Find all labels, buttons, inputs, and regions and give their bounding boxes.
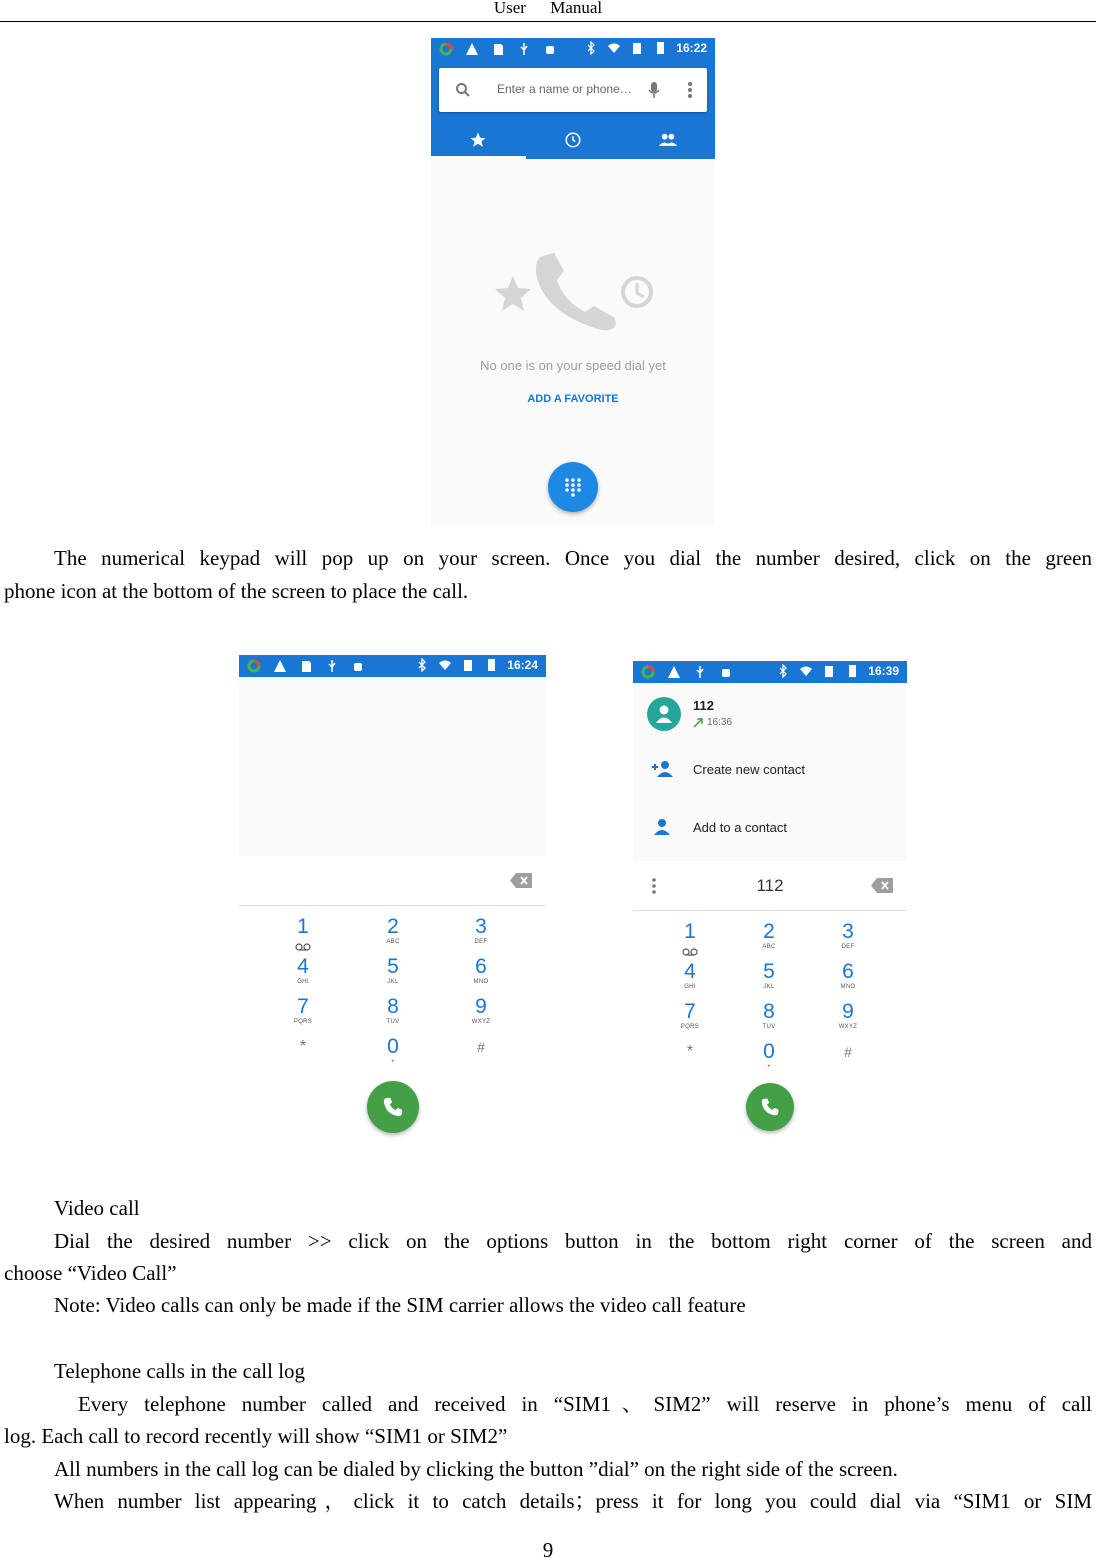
wifi-icon: [607, 41, 621, 55]
wifi-icon: [438, 658, 452, 672]
call-log-line4: When number list appearing，click it to catch details；press it for long you could dial via “SIM1 or SIM: [54, 1489, 1092, 1513]
avatar: [647, 697, 681, 731]
key-hash[interactable]: #: [477, 1039, 485, 1055]
sd-card-icon: [491, 42, 505, 56]
empty-speed-dial-illustration: [491, 248, 661, 348]
app-notification-icon: [439, 42, 453, 56]
key-4[interactable]: 4 GHI: [684, 960, 696, 990]
key-1[interactable]: 1: [273, 916, 333, 956]
outgoing-call-icon: [693, 718, 703, 728]
status-bar: [431, 38, 715, 60]
dialed-number: 112: [756, 876, 784, 895]
header-left: User: [493, 0, 526, 17]
no-sim-icon: [461, 658, 475, 672]
key-2[interactable]: 2 ABC: [386, 915, 400, 945]
voicemail-icon: [682, 948, 698, 956]
key-4[interactable]: 4 GHI: [297, 955, 309, 985]
paragraph-keypad-line1: The numerical keypad will pop up on your screen. Once you dial the number desired, click on the green: [54, 546, 1092, 570]
status-time: 16:39: [868, 664, 899, 678]
digits-field[interactable]: [633, 861, 907, 911]
search-placeholder: Enter a name or phone…: [497, 82, 632, 96]
status-time: 16:24: [507, 658, 538, 672]
usb-icon: [325, 659, 339, 673]
empty-dialpad-screenshot: [239, 655, 546, 1143]
clock-icon: [564, 131, 582, 149]
key-9[interactable]: 9 WXYZ: [471, 995, 491, 1025]
status-bar: [239, 655, 546, 677]
recent-call-item[interactable]: [633, 689, 907, 743]
voicemail-icon: [295, 943, 311, 951]
star-icon: [469, 131, 487, 149]
dialpad-button[interactable]: [548, 462, 598, 512]
sd-card-icon: [299, 659, 313, 673]
key-star[interactable]: *: [299, 1038, 307, 1055]
call-log-line1: Every telephone number called and received in “SIM1、SIM2” will reserve in phone’s menu of call: [78, 1392, 1092, 1416]
call-log-heading: Telephone calls in the call log: [54, 1359, 306, 1383]
add-to-contact-item[interactable]: [633, 811, 907, 845]
dialpad: [633, 861, 907, 1143]
search-icon: [455, 82, 471, 98]
page-number: 9: [542, 1538, 554, 1560]
dialpad-icon: [563, 477, 583, 497]
usb-icon: [693, 665, 707, 679]
header-right: Manual: [550, 0, 603, 17]
create-contact-label: Create new contact: [693, 762, 806, 777]
key-0[interactable]: 0 +: [763, 1040, 775, 1070]
key-7[interactable]: 7 PQRS: [293, 995, 313, 1025]
android-debug-icon: [719, 665, 733, 679]
key-hash[interactable]: #: [844, 1044, 852, 1060]
warning-icon: [667, 665, 681, 679]
speed-dial-screenshot: [431, 38, 715, 526]
tab-speed-dial[interactable]: [431, 120, 526, 159]
tab-recents[interactable]: [526, 120, 621, 159]
page-header: [0, 0, 1096, 22]
dialed-number-screenshot: [633, 661, 907, 1143]
key-star[interactable]: *: [686, 1043, 694, 1060]
wifi-icon: [799, 664, 813, 678]
battery-icon: [845, 664, 859, 678]
dialer-tabs: [431, 120, 715, 159]
video-call-heading: Video call: [54, 1196, 140, 1220]
key-0[interactable]: 0 +: [387, 1035, 399, 1065]
key-8[interactable]: 8 TUV: [762, 1000, 776, 1030]
tab-contacts[interactable]: [620, 120, 715, 159]
overflow-menu-icon[interactable]: [687, 81, 693, 99]
android-debug-icon: [351, 659, 365, 673]
recent-time: 16:36: [707, 717, 733, 728]
key-6[interactable]: 6 MNO: [473, 955, 489, 985]
backspace-icon[interactable]: [871, 878, 893, 893]
video-call-line2: choose “Video Call”: [4, 1261, 177, 1285]
dialpad: [239, 856, 546, 1143]
bluetooth-icon: [584, 41, 598, 55]
status-time: 16:22: [676, 41, 707, 55]
key-2[interactable]: 2 ABC: [762, 920, 776, 950]
key-6[interactable]: 6 MNO: [840, 960, 856, 990]
key-5[interactable]: 5 JKL: [763, 960, 775, 990]
no-sim-icon: [822, 664, 836, 678]
search-box[interactable]: [439, 68, 707, 112]
app-notification-icon: [641, 665, 655, 679]
phone-icon: [760, 1097, 780, 1117]
key-7[interactable]: 7 PQRS: [680, 1000, 700, 1030]
usb-icon: [517, 42, 531, 56]
battery-icon: [484, 658, 498, 672]
call-log-line3: All numbers in the call log can be dialed by clicking the button ”dial” on the right side of the screen.: [54, 1457, 898, 1481]
key-3[interactable]: 3 DEF: [474, 915, 488, 945]
add-person-icon: [651, 760, 673, 778]
no-sim-icon: [630, 41, 644, 55]
digits-field[interactable]: [239, 856, 546, 906]
app-bar: [431, 60, 715, 159]
create-new-contact-item[interactable]: [633, 753, 907, 787]
warning-icon: [273, 659, 287, 673]
person-icon: [656, 704, 672, 724]
key-9[interactable]: 9 WXYZ: [838, 1000, 858, 1030]
video-call-line1: Dial the desired number >> click on the options button in the bottom right corner of the screen and: [54, 1229, 1092, 1253]
warning-icon: [465, 42, 479, 56]
add-contact-label: Add to a contact: [693, 820, 787, 835]
microphone-icon[interactable]: [647, 81, 661, 99]
backspace-icon[interactable]: [510, 873, 532, 888]
phone-icon: [382, 1096, 404, 1118]
people-icon: [658, 131, 678, 149]
call-log-line2: log. Each call to record recently will show “SIM1 or SIM2”: [4, 1424, 508, 1448]
key-3[interactable]: 3 DEF: [841, 920, 855, 950]
person-icon: [653, 818, 671, 836]
empty-speed-dial-message: No one is on your speed dial yet: [480, 358, 666, 373]
recent-number: 112: [693, 698, 714, 713]
bluetooth-icon: [776, 664, 790, 678]
app-notification-icon: [247, 659, 261, 673]
key-1[interactable]: 1: [660, 921, 720, 961]
key-5[interactable]: 5 JKL: [387, 955, 399, 985]
battery-icon: [653, 41, 667, 55]
video-call-note: Note: Video calls can only be made if the SIM carrier allows the video call feature: [54, 1293, 746, 1317]
bluetooth-icon: [415, 658, 429, 672]
key-8[interactable]: 8 TUV: [386, 995, 400, 1025]
call-button[interactable]: [746, 1083, 794, 1131]
paragraph-keypad-line2: phone icon at the bottom of the screen to place the call.: [4, 579, 469, 603]
call-button[interactable]: [367, 1081, 419, 1133]
android-debug-icon: [543, 42, 557, 56]
add-favorite-link[interactable]: ADD A FAVORITE: [527, 393, 619, 405]
status-bar: [633, 661, 907, 683]
